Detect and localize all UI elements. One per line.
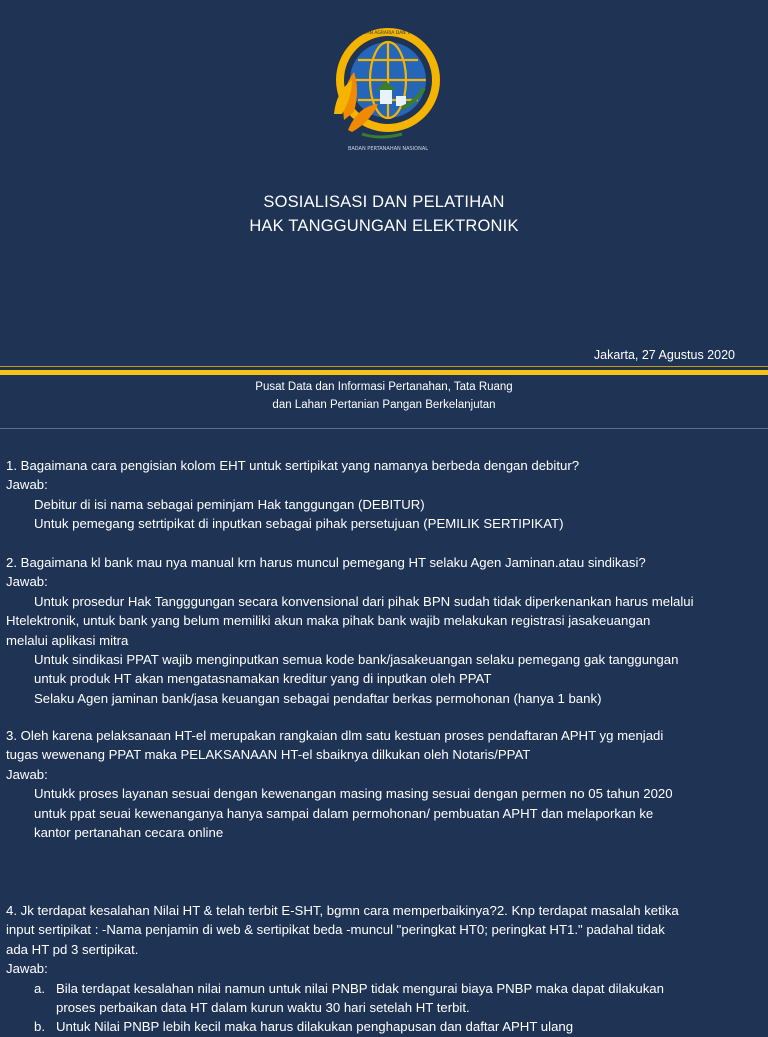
faq-answer-line: Untuk Nilai PNBP lebih kecil maka harus dilakukan penghapusan dan daftar APHT ulang [56,1019,574,1035]
gold-divider-thin [0,366,768,367]
cover-title-line1: SOSIALISASI DAN PELATIHAN [263,193,505,211]
logo-ring-top-text: KEMENTERIAN AGRARIA DAN TATA RUANG [340,31,436,36]
faq-answer-line: Bila terdapat kesalahan nilai namun untuk nilai PNBP tidak mengurai biaya PNBP maka dapat dilakukan [56,980,664,996]
faq-question: ada HT pd 3 sertipikat. [6,941,139,957]
faq-answer-line: Untukk proses layanan sesuai dengan kewenangan masing masing sesuai dengan permen no 05 tahun 2020 [34,786,673,802]
faq-answer-label: Jawab: [6,477,48,493]
faq-question: tugas wewenang PPAT maka PELAKSANAAN HT-el sbaiknya dilkukan oleh Notaris/PPAT [6,747,531,763]
faq-answer-label: Jawab: [6,766,48,782]
cover-date: Jakarta, 27 Agustus 2020 [593,348,735,362]
faq-answer-line: Debitur di isi nama sebagai peminjam Hak tanggungan (DEBITUR) [34,496,425,512]
faq-answer-line: Untuk pemegang setrtipikat di inputkan sebagai pihak persetujuan (PEMILIK SERTIPIKAT) [34,516,564,532]
list-marker: b. [34,1019,45,1035]
cover-slide [0,0,768,428]
list-marker: a. [34,980,45,996]
gold-divider [0,370,768,375]
cover-title-line2: HAK TANGGUNGAN ELEKTRONIK [249,217,519,235]
faq-answer-item [6,1017,762,1036]
faq-q2 [6,553,762,708]
faq-answer-line: melalui aplikasi mitra [6,632,129,648]
logo-ring-text: BADAN PERTANAHAN NASIONAL [347,146,429,152]
faq-slide [0,429,768,1035]
faq-question: input sertipikat : -Nama penjamin di web & sertipikat beda -muncul "peringkat HT0; peringkat HT1." padahal tidak [6,922,665,938]
faq-answer-label: Jawab: [6,961,48,977]
faq-question: 3. Oleh karena pelaksanaan HT-el merupakan rangkaian dlm satu kestuan proses pendaftaran APHT yg menjadi [6,728,664,743]
faq-answer-line: Selaku Agen jaminan bank/jasa keuangan sebagai pendaftar berkas permohonan (hanya 1 bank) [34,690,602,706]
faq-answer-line: Untuk prosedur Hak Tangggungan secara konvensional dari pihak BPN sudah tidak diperkenankan harus melalui [34,593,694,609]
atr-bpn-logo-icon [322,18,446,162]
faq-answer-line: proses perbaikan data HT dalam kurun waktu 30 hari setelah HT terbit. [56,1000,470,1016]
org-line2: dan Lahan Pertanian Pangan Berkelanjutan [272,399,496,411]
faq-answer-line: untuk produk HT akan mengatasnamakan kreditur yang di inputkan oleh PPAT [34,671,492,687]
faq-question: 2. Bagaimana kl bank mau nya manual krn harus muncul pemegang HT selaku Agen Jaminan.atau sindikasi? [6,555,646,570]
faq-q3 [6,726,762,842]
org-line1: Pusat Data dan Informasi Pertanahan, Tata Ruang [255,381,513,393]
faq-answer-label: Jawab: [6,574,48,590]
faq-question: 1. Bagaimana cara pengisian kolom EHT untuk sertipikat yang namanya berbeda dengan debitur? [6,458,580,473]
faq-answer-line: kantor pertanahan cecara online [34,825,224,841]
faq-q1 [6,456,762,534]
faq-answer-item [6,979,762,1018]
faq-answer-line: untuk ppat seuai kewenanganya hanya sampai dalam permohonan/ pembuatan APHT dan melaporkan ke [34,805,654,821]
faq-q4 [6,901,762,1037]
faq-question: 4. Jk terdapat kesalahan Nilai HT & telah terbit E-SHT, bgmn cara memperbaikinya?2. Knp terdapat masalah ketika [6,903,679,918]
faq-answer-line: Untuk sindikasi PPAT wajib menginputkan semua kode bank/jasakeuangan selaku pemegang gak tanggungan [34,652,679,668]
faq-answer-line: Htelektronik, untuk bank yang belum memiliki akun maka pihak bank wajib melakukan registrasi jasakeuangan [6,613,651,629]
